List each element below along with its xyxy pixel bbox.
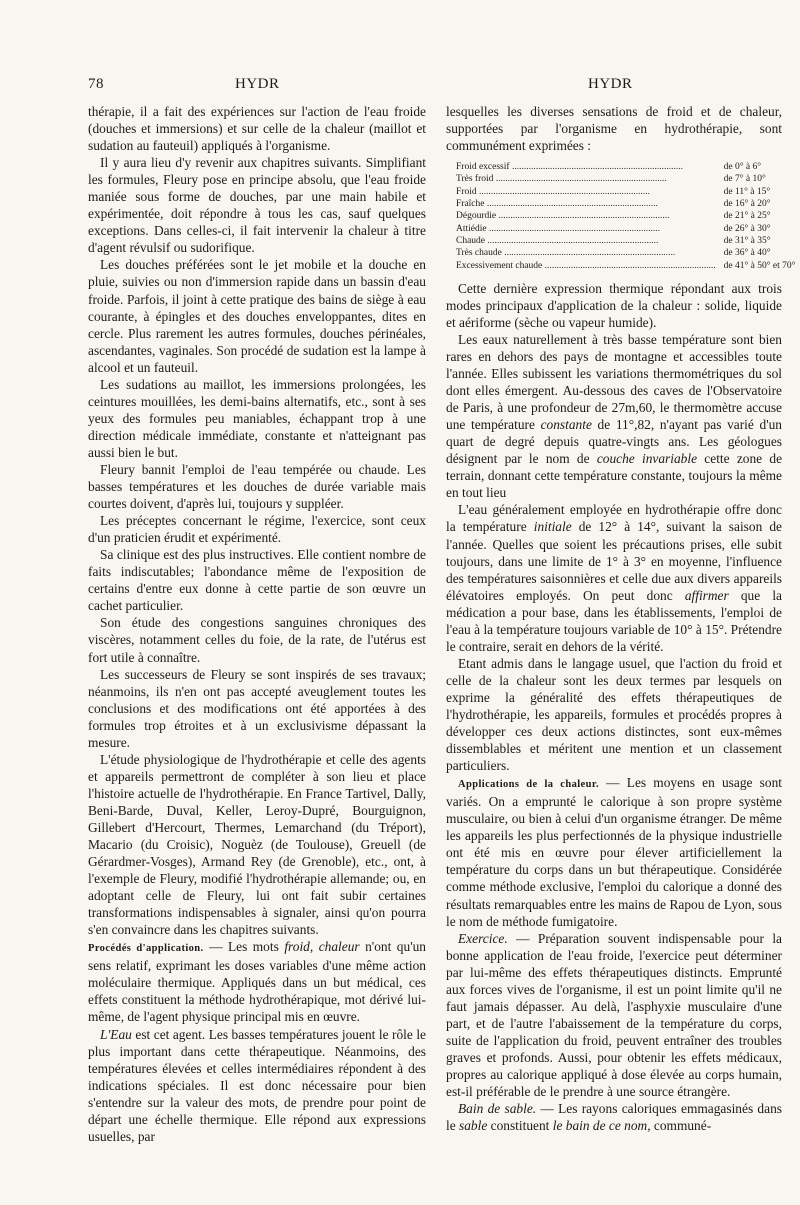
temperature-label	[456, 235, 716, 247]
text-run: de 12° à 14°, suivant la saison de l'année. Quelles que soient les précautions prises, elle subit toujours, dans une limite de 1° à 3° en moyenne, l'influence des températures saisonnières et celle due aux divers appareils élévatoires employés. On peut donc	[446, 519, 782, 603]
text-run: communé-	[650, 1118, 712, 1134]
paragraph-bain-de-sable	[446, 1100, 782, 1134]
temperature-label	[456, 173, 716, 185]
temperature-row	[456, 247, 795, 259]
text-run: n'ont qu'un sens relatif, exprimant les doses variables d'une même action moléculaire thermique. Appliqués dans un but médical, ces effets constituent la méthode hydrothérapique, mot dérivé lui-même, de l'agent physique principal mis en œuvre.	[88, 939, 426, 1025]
paragraph: Sa clinique est des plus instructives. Elle contient nombre de faits indiscutables; l'abondance même de l'exposition de certains d'entre eux donne à cette partie de son œuvre un cachet particulier.	[88, 547, 426, 614]
temperature-label	[456, 247, 716, 259]
temperature-label-text: Froid excessif .....	[456, 162, 683, 172]
paragraph: Les douches préférées sont le jet mobile et la douche en pluie, suivies ou non d'immersion rapide dans un bassin d'eau froide. Parfois, il joint à cette pratique des bains de siège à eau courante, à épingles et des douches enveloppantes, dites en cercle. Plus rarement les autres formules, douches périnéales, ascendantes, vaginales. Son procédé de sudation est la lampe à alcool et un fauteuil.	[88, 257, 426, 375]
temperature-scale-table	[456, 161, 795, 272]
emphasis: sable	[459, 1118, 488, 1134]
paragraph: Les successeurs de Fleury se sont inspirés de ses travaux; néanmoins, ils n'en ont pas accepté aveuglement toutes les conclusions et des modifications ont été apportées à des formules trop étroites et à un exclusivisme dépassant la mesure.	[88, 666, 426, 750]
text-run: Les eaux naturellement à très basse température sont bien rares en dehors des pays de montagne et accessibles toute l'année. Elles subissent les variations thermométriques du sol dont elles émergent. Au-dessous des caves de l'Observatoire de Paris, à une profondeur de 27m,60, le thermomètre accuse une température	[446, 331, 782, 433]
text-run: — Les mots	[203, 939, 285, 955]
temperature-row	[456, 223, 795, 235]
text-run: constituent	[487, 1118, 553, 1134]
temperature-row	[456, 235, 795, 247]
temperature-range: de 16° à 20°	[723, 199, 771, 210]
temperature-range: de 21° à 25°	[723, 211, 771, 222]
text-run: que la médication a pour base, dans les établissements, l'emploi de l'eau à la température toujours variable de 10° à 15°. Prétendre le contraire, serait en dehors de la vérité.	[446, 587, 782, 654]
temperature-row	[456, 210, 795, 222]
temperature-label-text: Attiédie .....	[456, 224, 660, 234]
temperature-row	[456, 260, 795, 272]
temperature-row	[456, 161, 795, 173]
section-heading-procedes: Procédés d'application.	[88, 943, 204, 955]
temperature-label-text: Chaude .....	[456, 236, 658, 246]
emphasis: Bain de sable.	[458, 1101, 537, 1117]
temperature-range: de 41° à 50° et 70°	[723, 260, 796, 271]
paragraph-eau	[88, 1026, 426, 1145]
temperature-label	[456, 223, 716, 235]
paragraph: thérapie, il a fait des expériences sur l'action de l'eau froide (douches et immersions) et sur celle de la chaleur (maillot et sudation au fauteuil) appliqués à l'organisme.	[88, 104, 426, 154]
temperature-row	[456, 186, 795, 198]
temperature-label	[456, 186, 716, 198]
temperature-label-text: Froid .....	[456, 187, 650, 197]
emphasis: initiale	[533, 519, 572, 535]
temperature-range: de 7° à 10°	[723, 174, 766, 185]
emphasis: constante	[540, 417, 592, 433]
emphasis: froid, chaleur	[284, 939, 360, 955]
right-column	[446, 103, 796, 1134]
paragraph: Il y aura lieu d'y revenir aux chapitres suivants. Simplifiant les formules, Fleury pose en principe absolu, que l'eau froide maniée sous forme de douches, par une main habile et expérimentée, doit répondre à tous les cas, sauf quelques exceptions. Dans celles-ci, il fait intervenir la chaleur à titre d'agent révulsif ou sudorifique.	[88, 155, 426, 256]
paragraph: Cette dernière expression thermique répondant aux trois modes principaux d'application de la chaleur : solide, liquide et aériforme (sèche ou vapeur humide).	[446, 280, 782, 330]
paragraph-eau-employee	[446, 501, 782, 654]
temperature-range: de 36° à 40°	[723, 248, 771, 259]
text-run: — Les rayons caloriques emmagasinés dans le	[446, 1101, 782, 1134]
emphasis: le bain de ce nom,	[552, 1118, 651, 1134]
temperature-label-text: Excessivement chaude .....	[456, 261, 716, 271]
text-run: cette zone de terrain, donnant cette température constante, toujours la même en tout lieu	[446, 451, 783, 501]
paragraph: Son étude des congestions sanguines chroniques des viscères, notamment celles du foie, de la rate, de l'utérus est fort utile à connaître.	[88, 615, 426, 665]
paragraph-exercice	[446, 930, 782, 1100]
emphasis: Exercice.	[458, 930, 508, 946]
temperature-label-text: Dégourdie .....	[456, 211, 669, 221]
text-run: de 11°,82, n'ayant pas varié d'un quart de degré depuis quatre-vingts ans. Les géologues désignent par le nom de	[446, 417, 782, 467]
paragraph-chaleur	[446, 774, 782, 929]
emphasis: affirmer	[684, 587, 729, 603]
paragraph: Fleury bannit l'emploi de l'eau tempérée ou chaude. Les basses températures et les douches de durée variable mais courtes doivent, d'après lui, toujours y suppléer.	[88, 461, 426, 512]
temperature-range: de 26° à 30°	[723, 223, 771, 234]
paragraph: Les préceptes concernant le régime, l'exercice, sont ceux d'un praticien érudit et expérimenté.	[88, 513, 426, 546]
temperature-label	[456, 161, 716, 173]
temperature-label-text: Fraîche .....	[456, 199, 658, 209]
paragraph: lesquelles les diverses sensations de froid et de chaleur, supportées par l'organisme en hydrothérapie, sont communément exprimées :	[446, 104, 782, 154]
text-run: — Les moyens en usage sont variés. On a emprunté le calorique à son propre système musculaire, ou bien à celui d'un organisme étranger. De même les appareils les plus perfectionnés de la physique industrielle ont été mis en œuvre pour élever artificiellement la température du corps dans un but thérapeutique. Considérée comme méthode exclusive, l'emploi du calorique a donné des résultats remarquables entre les mains de Rapou de Lyon, sous le nom de méthode fumigatoire.	[446, 775, 782, 929]
running-head-right: HYDR	[588, 76, 633, 92]
page-header	[0, 76, 800, 96]
text-run: est cet agent. Les basses températures jouent le rôle le plus important dans cette thérapeutique. Néanmoins, des températures élevées et celles intermédiaires répondent à des indications spéciales. Il est donc nécessaire pour bien s'entendre sur la valeur des mots, de prendre pour point de départ une échelle thermique. Elle répond aux expressions usuelles, par	[88, 1026, 426, 1144]
temperature-label-text: Très chaude .....	[456, 248, 675, 258]
temperature-range: de 31° à 35°	[723, 235, 771, 246]
temperature-label	[456, 210, 716, 222]
paragraph-eaux	[446, 331, 782, 501]
emphasis: couche invariable	[596, 451, 698, 467]
temperature-label	[456, 198, 716, 210]
paragraph: Etant admis dans le langage usuel, que l'action du froid et celle de la chaleur sont les deux termes par lesquels on exprime la généralité des effets thérapeutiques de l'hydrothérapie, les appareils, formules et procédés propres à développer ces deux actions distinctes, sont eux-mêmes dissemblables et méritent une mention et un classement particuliers.	[446, 655, 782, 774]
text-run: — Préparation souvent indispensable pour la bonne application de l'eau froide, l'exercice peut déterminer par lui-même des effets thérapeutiques distincts. Emprunté aux forces vives de l'organisme, il est un point limite qu'il ne faut jamais dépasser. Au delà, l'asphyxie musculaire d'une part, et de l'autre l'abaissement de la température du corps, suite de l'application du froid, peuvent entraîner des troubles graves et profonds. Aussi, pour obtenir les effets médicaux, propres au calorique appliqué à dose élevée au corps humain, est-il préférable de le prendre à une source étrangère.	[446, 930, 782, 1100]
running-head-left: HYDR	[235, 76, 280, 92]
temperature-row	[456, 198, 795, 210]
paragraph: Les sudations au maillot, les immersions prolongées, les ceintures mouillées, les demi-bains alternatifs, etc., sont à ses yeux des formules peu maniables, échappant trop à une direction médicale immédiate, constante et n'atteignant pas aussi bien le but.	[88, 376, 426, 460]
temperature-range: de 11° à 15°	[723, 186, 771, 197]
temperature-label-text: Très froid .....	[456, 174, 667, 184]
emphasis: L'Eau	[100, 1026, 132, 1042]
temperature-label	[456, 260, 716, 272]
temperature-row	[456, 173, 795, 185]
section-heading-chaleur: Applications de la chaleur.	[458, 779, 599, 791]
page-number: 78	[88, 76, 104, 92]
paragraph: L'étude physiologique de l'hydrothérapie et celle des agents et appareils permettront de compléter à son lieu et place l'histoire actuelle de l'hydrothérapie. En France Tartivel, Dally, Beni-Barde, Duval, Keller, Leroy-Dupré, Bourguignon, Gillebert d'Hercourt, Thermes, Lemarchand (du Tréport), Macario (du Croisic), Noguèz (de Toulouse), Greuell (de Gérardmer-Vosges), Armand Rey (de Grenoble), etc., ont, à l'exemple de Fleury, modifié l'hydrothérapie allemande; ou, en adoptant celle de Fleury, lui ont fait subir certaines transformations indispensables à signaler, ainsi qu'on pourra s'en convaincre dans les chapitres suivants.	[88, 751, 426, 938]
temperature-range: de 0° à 6°	[723, 162, 762, 173]
text-run: L'eau généralement employée en hydrothérapie offre donc la température	[446, 502, 782, 535]
left-column	[88, 103, 426, 1145]
paragraph-procedes	[88, 938, 426, 1025]
